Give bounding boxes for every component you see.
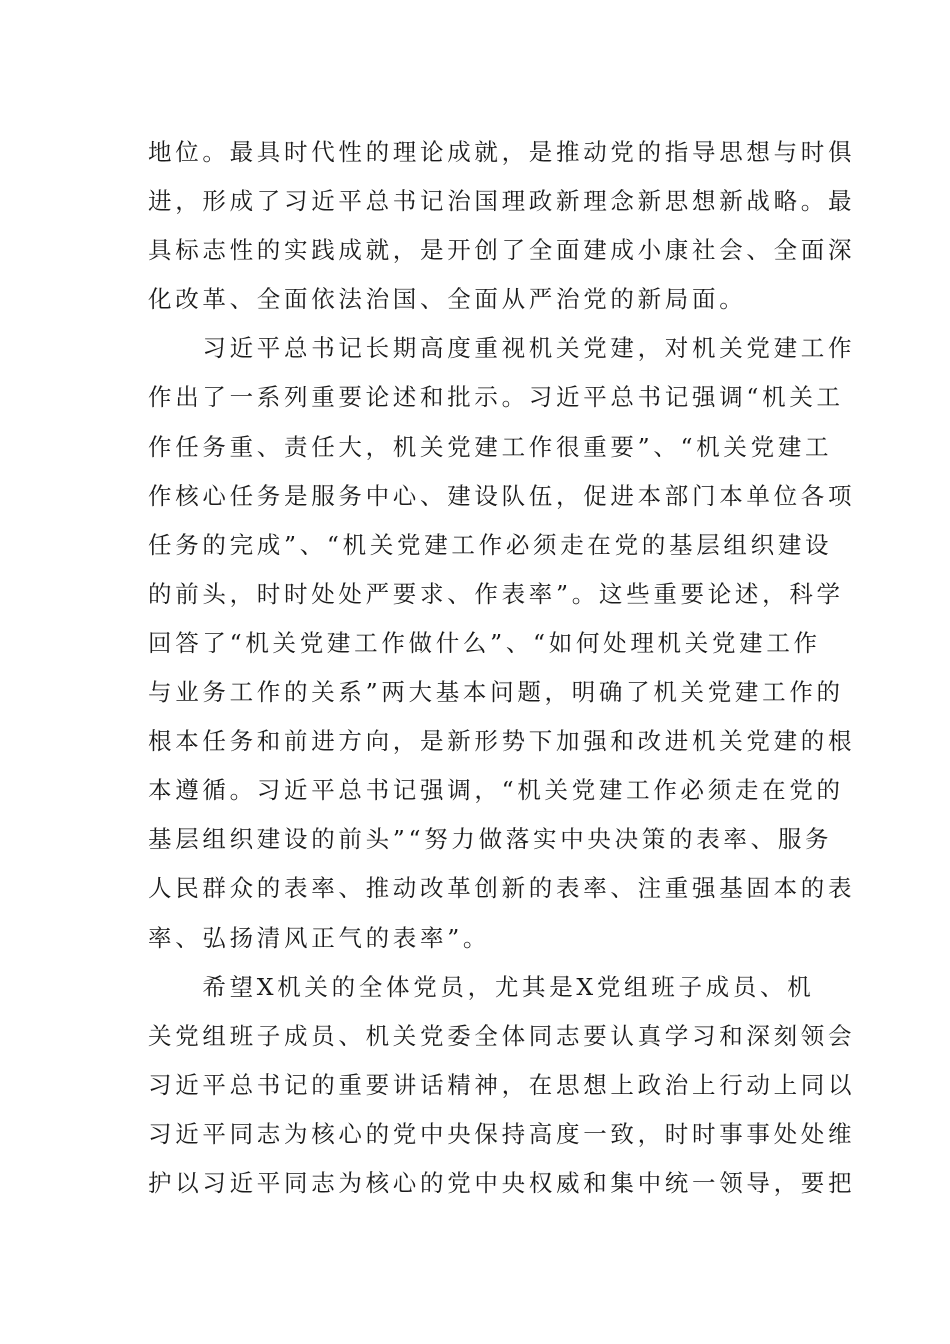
text-line: 与业务工作的关系”两大基本问题，明确了机关党建工作的 <box>148 678 844 707</box>
text-line: 回答了“机关党建工作做什么”、“如何处理机关党建工作 <box>148 628 821 657</box>
text-line: 作出了一系列重要论述和批示。习近平总书记强调“机关工 <box>148 383 844 412</box>
text-line: 护以习近平同志为核心的党中央权威和集中统一领导，要把 <box>148 1168 856 1197</box>
text-line: 作核心任务是服务中心、建设队伍，促进本部门本单位各项 <box>148 481 856 510</box>
text-line: 任务的完成”、“机关党建工作必须走在党的基层组织建设 <box>148 530 833 559</box>
text-line: 地位。最具时代性的理论成就，是推动党的指导思想与时俱 <box>148 138 856 166</box>
text-line: 作任务重、责任大，机关党建工作很重要”、“机关党建工 <box>148 432 833 461</box>
text-line: 根本任务和前进方向，是新形势下加强和改进机关党建的根 <box>148 727 856 756</box>
text-line: 希望X机关的全体党员，尤其是X党组班子成员、机 <box>148 972 815 1001</box>
text-line: 进，形成了习近平总书记治国理政新理念新思想新战略。最 <box>148 187 856 216</box>
text-line: 率、弘扬清风正气的表率”。 <box>148 923 491 952</box>
body-text <box>148 128 856 1208</box>
text-line: 关党组班子成员、机关党委全体同志要认真学习和深刻领会 <box>148 1021 856 1050</box>
text-line: 习近平总书记长期高度重视机关党建，对机关党建工作 <box>148 334 856 363</box>
text-line: 本遵循。习近平总书记强调，“机关党建工作必须走在党的 <box>148 776 844 805</box>
text-line: 习近平总书记的重要讲话精神，在思想上政治上行动上同以 <box>148 1070 856 1099</box>
text-line: 具标志性的实践成就，是开创了全面建成小康社会、全面深 <box>148 236 856 265</box>
text-line: 化改革、全面依法治国、全面从严治党的新局面。 <box>148 285 747 314</box>
text-line: 习近平同志为核心的党中央保持高度一致，时时事事处处维 <box>148 1119 856 1148</box>
text-line: 基层组织建设的前头”“努力做落实中央决策的表率、服务 <box>148 825 833 854</box>
text-line: 的前头，时时处处严要求、作表率”。这些重要论述，科学 <box>148 579 844 608</box>
text-line: 人民群众的表率、推动改革创新的表率、注重强基固本的表 <box>148 874 856 903</box>
